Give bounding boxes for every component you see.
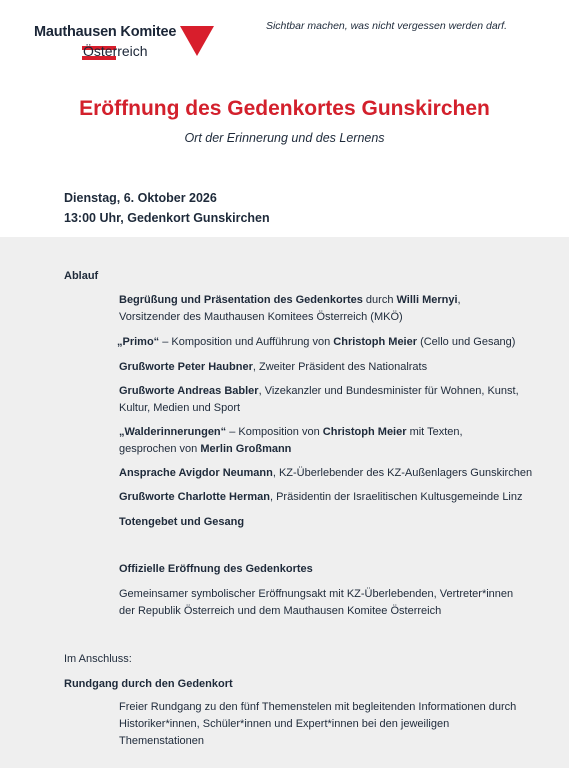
opening-heading: Offizielle Eröffnung des Gedenkortes	[119, 563, 313, 575]
opening-text: Gemeinsamer symbolischer Eröffnungsakt mit KZ-Überlebenden, Vertreter*innen der Republik Österreich und dem Mauthausen Komitee Österreich	[119, 588, 514, 617]
page-title: Eröffnung des Gedenkortes Gunskirchen	[79, 97, 490, 120]
program-heading: Ablauf	[64, 270, 99, 282]
program-item: „Primo“ – Komposition und Aufführung von Christoph Meier (Cello und Gesang)	[117, 336, 516, 348]
tour-text: Freier Rundgang zu den fünf Themenstelen mit begleitenden Informationen durch Historiker*innen, Schüler*innen und Expert*innen bei den jeweiligen Themenstationen	[119, 701, 517, 747]
program-item: Begrüßung und Präsentation des Gedenkortes durch Willi Mernyi, Vorsitzender des Mauthausen Komitees Österreich (MKÖ)	[119, 294, 461, 323]
program-item: Grußworte Charlotte Herman, Präsidentin der Israelitischen Kultusgemeinde Linz	[119, 491, 523, 503]
logo-name: Mauthausen Komitee	[34, 24, 177, 40]
page-subtitle: Ort der Erinnerung und des Lernens	[184, 131, 385, 145]
tagline: Sichtbar machen, was nicht vergessen werden darf.	[265, 20, 507, 32]
tour-heading: Rundgang durch den Gedenkort	[64, 678, 233, 690]
afterwards-label: Im Anschluss:	[64, 653, 132, 665]
program-item: Ansprache Avigdor Neumann, KZ-Überlebender des KZ-Außenlagers Gunskirchen	[119, 467, 533, 479]
event-time-place: 13:00 Uhr, Gedenkort Gunskirchen	[64, 211, 270, 225]
mauthausen-komitee-logo	[34, 22, 224, 64]
program-item: Totengebet und Gesang	[119, 516, 245, 528]
program-item: Grußworte Andreas Babler, Vizekanzler und Bundesminister für Wohnen, Kunst, Kultur, Medien und Sport	[119, 385, 519, 414]
logo-country: Österreich	[83, 43, 148, 59]
program-item: Grußworte Peter Haubner, Zweiter Präsident des Nationalrats	[119, 361, 428, 373]
program-item: „Walderinnerungen“ – Komposition von Christoph Meier mit Texten, gesprochen von Merlin Großmann	[119, 426, 463, 455]
event-date: Dienstag, 6. Oktober 2026	[64, 191, 217, 205]
red-triangle-icon	[180, 26, 214, 56]
